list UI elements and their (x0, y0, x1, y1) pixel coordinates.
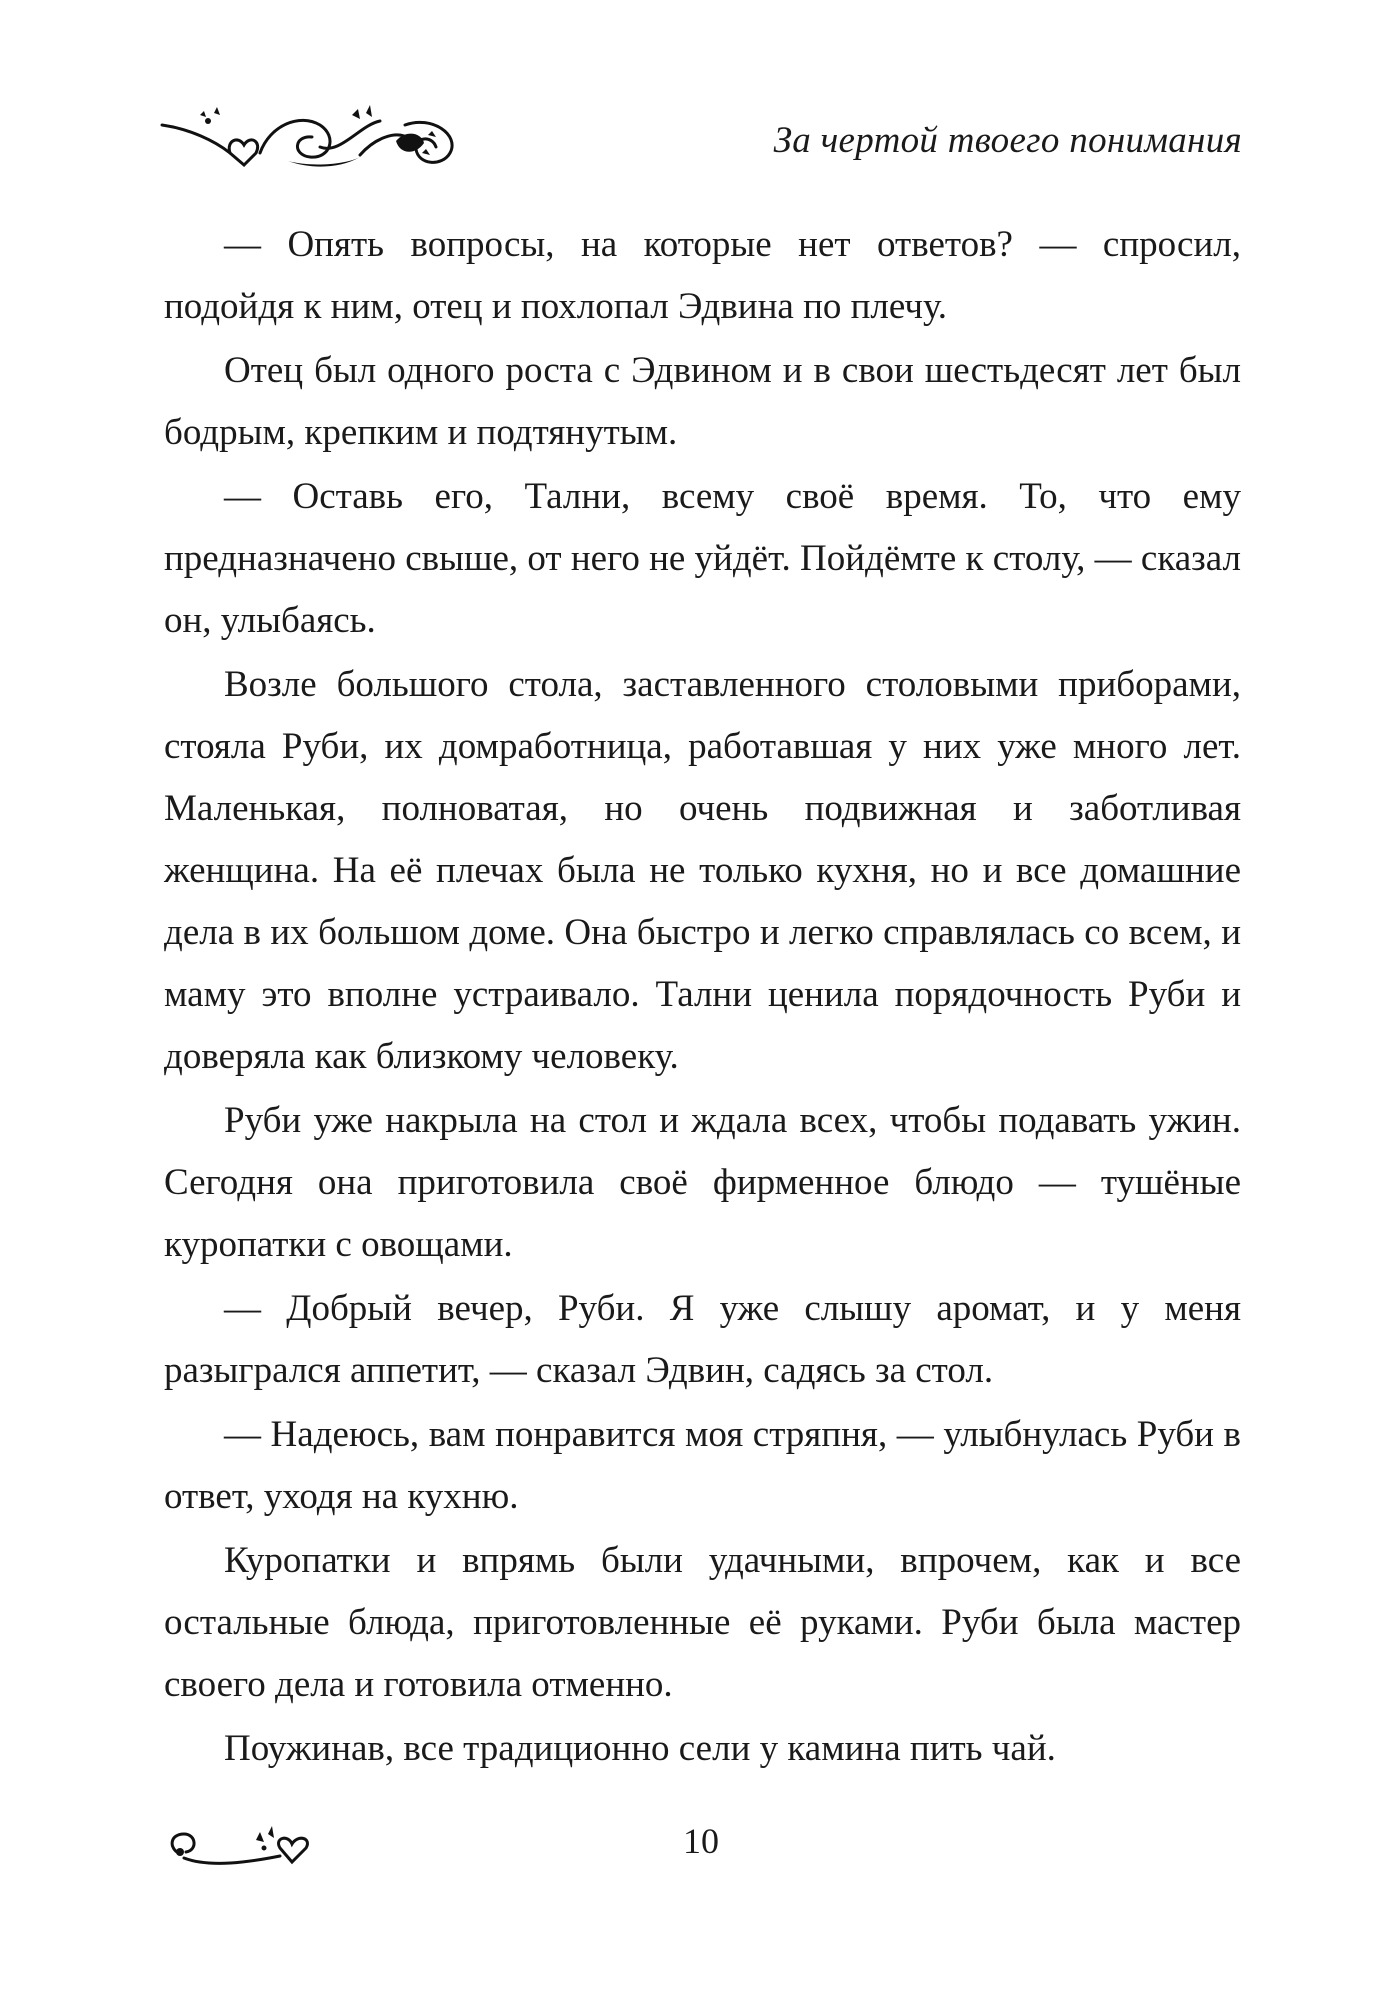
paragraph: — Опять вопросы, на которые нет ответов? — спросил, подойдя к ним, отец и похлопал Эдвина по плечу. (164, 224, 1241, 327)
paragraph: Поужинав, все традиционно сели у камина пить чай. (224, 1728, 1056, 1769)
paragraph: — Добрый вечер, Руби. Я уже слышу аромат, и у меня разыгрался аппетит, — сказал Эдвин, садясь за стол. (164, 1288, 1241, 1391)
paragraph: Возле большого стола, заставленного столовыми приборами, стояла Руби, их домработница, работавшая у них уже много лет. Маленькая, полноватая, но очень подвижная и заботливая женщина. На её плечах была не только кухня, но и все домашние дела в их большом доме. Она быстро и легко справлялась со всем, и маму это вполне устраивало. Тални ценила порядочность Руби и доверяла как близкому человеку. (164, 664, 1241, 1077)
paragraph: — Оставь его, Тални, всему своё время. То, что ему предназначено свыше, от него не уйдёт. Пойдёмте к столу, — сказал он, улыбаясь. (164, 476, 1241, 641)
paragraph: Руби уже накрыла на стол и ждала всех, чтобы подавать ужин. Сегодня она приготовила своё фирменное блюдо — тушёные куропатки с овощами. (164, 1100, 1241, 1265)
paragraph: Куропатки и впрямь были удачными, впрочем, как и все остальные блюда, приготовленные её руками. Руби была мастер своего дела и готовила отменно. (164, 1540, 1241, 1705)
running-title: За чертой твоего понимания (773, 120, 1242, 161)
paragraph: — Надеюсь, вам понравится моя стряпня, — улыбнулась Руби в ответ, уходя на кухню. (164, 1414, 1241, 1517)
page-footer (160, 1810, 1242, 1880)
body-text (164, 214, 1241, 1782)
paragraph: Отец был одного роста с Эдвином и в свои шестьдесят лет был бодрым, крепким и подтянутым. (164, 350, 1241, 453)
page-header (160, 95, 1242, 185)
flourish-ornament-icon (160, 95, 460, 175)
page-number: 10 (683, 1821, 719, 1861)
